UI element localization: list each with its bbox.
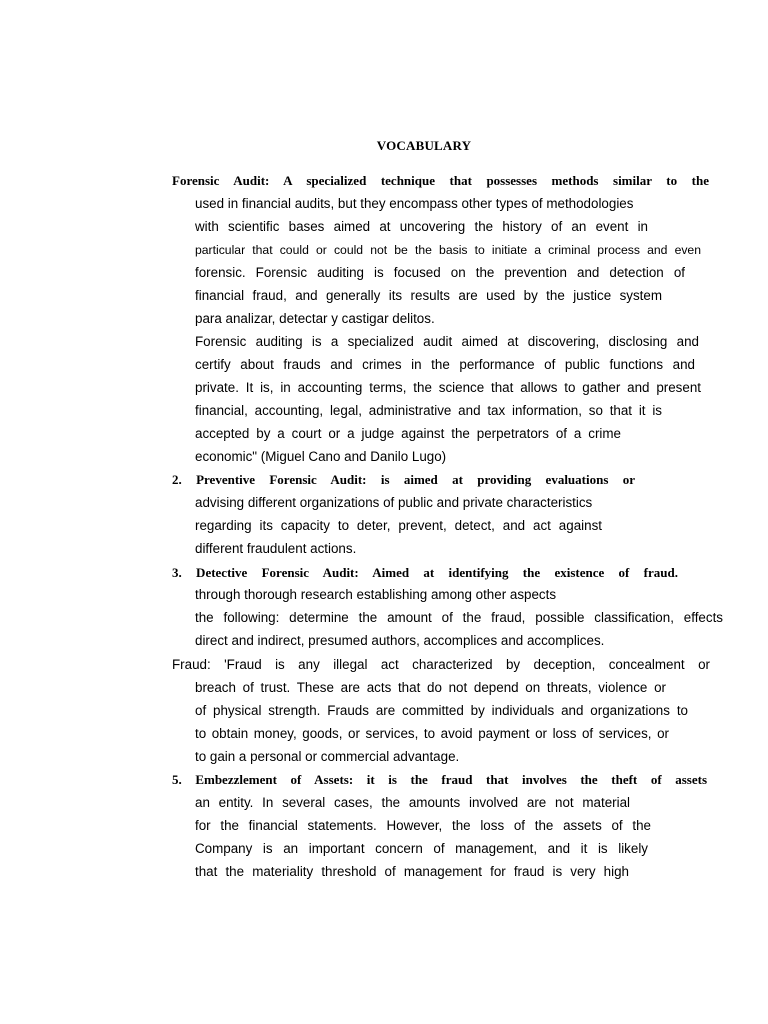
text-line: particular that could or could not be the basis to initiate a criminal process and even [195, 243, 701, 257]
text-line: that the materiality threshold of management for fraud is very high [195, 864, 629, 879]
text-line: regarding its capacity to deter, prevent, detect, and act against [195, 518, 602, 533]
text-line: certify about frauds and crimes in the performance of public functions and [195, 357, 695, 372]
text-line: financial fraud, and generally its results are used by the justice system [195, 288, 662, 303]
text-line: private. It is, in accounting terms, the science that allows to gather and present [195, 380, 701, 395]
page-title: VOCABULARY [376, 138, 472, 153]
text-line: through thorough research establishing among other aspects [195, 587, 557, 602]
text-line: the following: determine the amount of the fraud, possible classification, effects [195, 610, 723, 625]
text-line: with scientific bases aimed at uncovering the history of an event in [195, 219, 648, 234]
text-line: Forensic auditing is a specialized audit aimed at discovering, disclosing and [195, 334, 699, 349]
text-line: to gain a personal or commercial advantage. [195, 749, 460, 764]
text-line: 3. Detective Forensic Audit: Aimed at identifying the existence of fraud. [172, 565, 678, 580]
text-line: to obtain money, goods, or services, to avoid payment or loss of services, or [195, 726, 669, 741]
text-line: Company is an important concern of management, and it is likely [195, 841, 648, 856]
text-line: an entity. In several cases, the amounts involved are not material [195, 795, 630, 810]
text-line: 5. Embezzlement of Assets: it is the fraud that involves the theft of assets [172, 772, 707, 787]
text-line: 2. Preventive Forensic Audit: is aimed at providing evaluations or [172, 472, 635, 487]
text-line: different fraudulent actions. [195, 541, 357, 556]
text-line: economic" (Miguel Cano and Danilo Lugo) [195, 449, 447, 464]
text-line: Forensic Audit: A specialized technique that possesses methods similar to the [172, 173, 709, 188]
text-line: para analizar, detectar y castigar delitos. [195, 311, 435, 326]
text-line: direct and indirect, presumed authors, accomplices and accomplices. [195, 633, 605, 648]
text-line: breach of trust. These are acts that do not depend on threats, violence or [195, 680, 666, 695]
text-line: financial, accounting, legal, administrative and tax information, so that it is [195, 403, 662, 418]
text-line: accepted by a court or a judge against the perpetrators of a crime [195, 426, 621, 441]
text-line: for the financial statements. However, the loss of the assets of the [195, 818, 651, 833]
text-line: advising different organizations of public and private characteristics [195, 495, 593, 510]
text-line: Fraud: 'Fraud is any illegal act characterized by deception, concealment or [172, 657, 710, 672]
text-line: forensic. Forensic auditing is focused on the prevention and detection of [195, 265, 685, 280]
text-line: of physical strength. Frauds are committed by individuals and organizations to [195, 703, 688, 718]
text-line: used in financial audits, but they encompass other types of methodologies [195, 196, 634, 211]
